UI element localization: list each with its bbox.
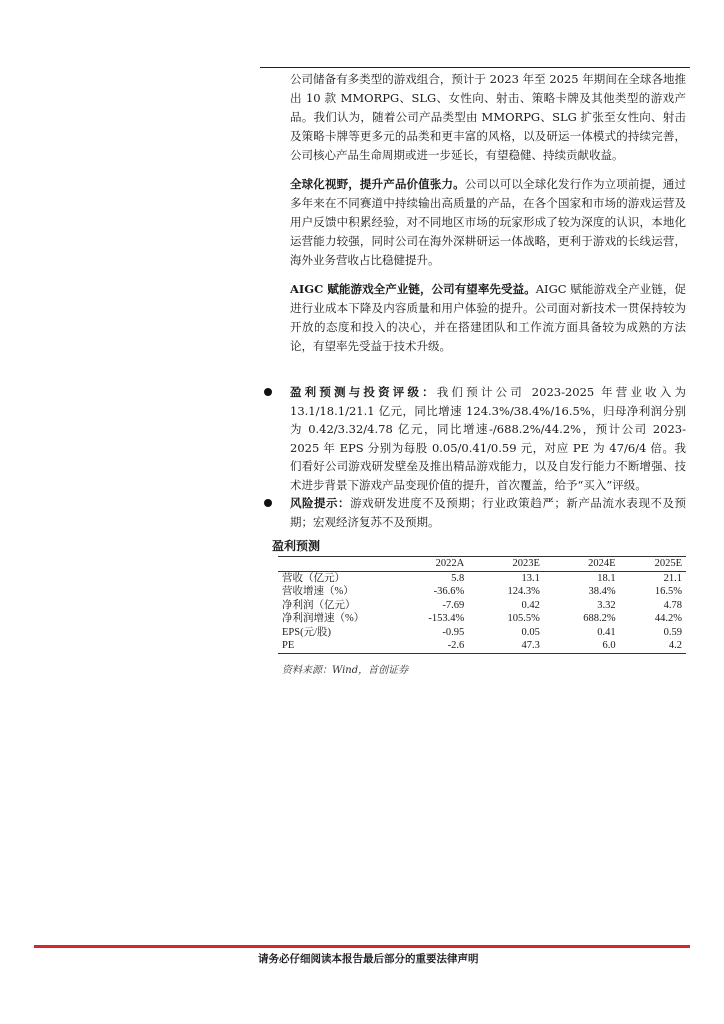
table-cell: 44.2%: [654, 613, 682, 624]
row-label: 净利润增速（%）: [282, 613, 365, 624]
table-cell: 6.0: [602, 640, 616, 651]
table-header-cell: 2025E: [654, 558, 682, 569]
paragraph-aigc: [290, 280, 686, 356]
table-cell: -7.69: [442, 599, 465, 611]
table-cell: -153.4%: [428, 613, 465, 624]
table-header-cell: [278, 557, 386, 572]
table-cell: -36.6%: [433, 586, 465, 597]
table-cell: 38.4%: [588, 586, 616, 597]
table-row: [278, 626, 686, 640]
table-cell: 0.59: [663, 626, 682, 638]
table-row: [278, 639, 686, 653]
bullet-dot-icon: [264, 499, 272, 507]
table-row: [278, 612, 686, 626]
table-row: [278, 585, 686, 599]
bullet-lead: 盈利预测与投资评级：: [290, 385, 437, 399]
paragraph-globalization: [290, 175, 686, 270]
bullet-dot-icon: [264, 388, 272, 396]
row-label: 净利润（亿元）: [282, 599, 356, 611]
paragraph-lead: 全球化视野，提升产品价值张力。: [290, 177, 465, 191]
body-paragraphs: [290, 70, 686, 366]
bullet-lead: 风险提示：: [290, 496, 351, 510]
table-cell: 0.41: [597, 626, 616, 638]
paragraph-text: AIGC 赋能游戏全产业链，促进行业成本下降及内容质量和用户体验的提升。公司面对新技术一贯保持较为开放的态度和投入的决心，并在搭建团队和工作流方面具备较为成熟的方法论，有望率先受益于技术升级。: [290, 282, 686, 353]
bullet-list: [262, 383, 686, 531]
table-cell: 0.05: [521, 626, 540, 638]
earnings-forecast-table: [278, 556, 686, 654]
paragraph-lead: AIGC 赋能游戏全产业链，公司有望率先受益。: [290, 282, 536, 296]
table-cell: 13.1: [521, 572, 540, 584]
table-header-cell: 2022A: [435, 558, 465, 569]
bullet-text: 我们预计公司 2023-2025 年营业收入为 13.1/18.1/21.1 亿元，同比增速 124.3%/38.4%/16.5%，归母净利润分别为 0.42/3.32/4.78 亿元，同比增速-/688.2%/44.2%，预计公司 2023-2025 年 EPS 分别为每股 0.05/0.41/0.59 元，对应 PE 为 47/6/4 倍。我们看好公司游戏研发壁垒及推出精品游戏能力，以及自发行能力不断增强、技术进步背景下游戏产品变现价值的提升，首次覆盖，给予“买入”评级。: [290, 385, 686, 492]
table-cell: 688.2%: [583, 613, 616, 624]
paragraph-text: 公司以可以全球化发行作为立项前提，通过多年来在不同赛道中持续输出高质量的产品，在各个国家和市场的游戏运营及用户反馈中积累经验，对不同地区市场的玩家形成了较为深度的认识，本地化运营能力较强，同时公司在海外深耕研运一体战略，更利于游戏的长线运营，海外业务营收占比稳健提升。: [290, 177, 687, 267]
table-row: [278, 571, 686, 585]
row-label: 营收（亿元）: [282, 572, 345, 584]
table-cell: 18.1: [597, 572, 616, 584]
bullet-forecast-rating: [262, 383, 686, 494]
row-label: 营收增速（%）: [282, 586, 354, 597]
paragraph-product-pipeline: [290, 70, 686, 165]
table-cell: 16.5%: [654, 586, 682, 597]
bullet-text: 游戏研发进度不及预期；行业政策趋严；新产品流水表现不及预期；宏观经济复苏不及预期。: [290, 496, 686, 529]
top-divider: [260, 67, 690, 68]
table-cell: 124.3%: [507, 586, 540, 597]
footer-divider: [34, 945, 690, 948]
table-cell: 4.78: [663, 599, 682, 611]
table-row: [278, 599, 686, 613]
table-cell: 0.42: [521, 599, 540, 611]
table-cell: 47.3: [521, 640, 540, 651]
table-cell: -0.95: [442, 626, 465, 638]
row-label: EPS(元/股): [282, 626, 332, 638]
table-cell: -2.6: [447, 640, 465, 651]
footer-disclaimer: 请务必仔细阅读本报告最后部分的重要法律声明: [258, 953, 479, 965]
table-header-row: [278, 557, 686, 572]
table-cell: 105.5%: [507, 613, 540, 624]
row-label: PE: [282, 640, 295, 651]
paragraph-text: 公司储备有多类型的游戏组合，预计于 2023 年至 2025 年期间在全球各地推出 10 款 MMORPG、SLG、女性向、射击、策略卡牌及其他类型的游戏产品。我们认为，随着公司产品类型由 MMORPG、SLG 扩张至女性向、射击及策略卡牌等更多元的品类和更丰富的风格，以及研运一体模式的持续完善，公司核心产品生命周期或进一步延长，有望稳健、持续贡献收益。: [290, 72, 686, 162]
table-title: 盈利预测: [272, 539, 321, 553]
table-source-note: 资料来源：Wind，首创证券: [282, 665, 409, 676]
table-cell: 3.32: [597, 599, 616, 611]
table-cell: 4.2: [668, 640, 682, 651]
table-cell: 5.8: [451, 572, 465, 584]
table-header-cell: 2024E: [588, 558, 616, 569]
table-cell: 21.1: [663, 572, 682, 584]
table-header-cell: 2023E: [512, 558, 540, 569]
bullet-risk: [262, 494, 686, 531]
